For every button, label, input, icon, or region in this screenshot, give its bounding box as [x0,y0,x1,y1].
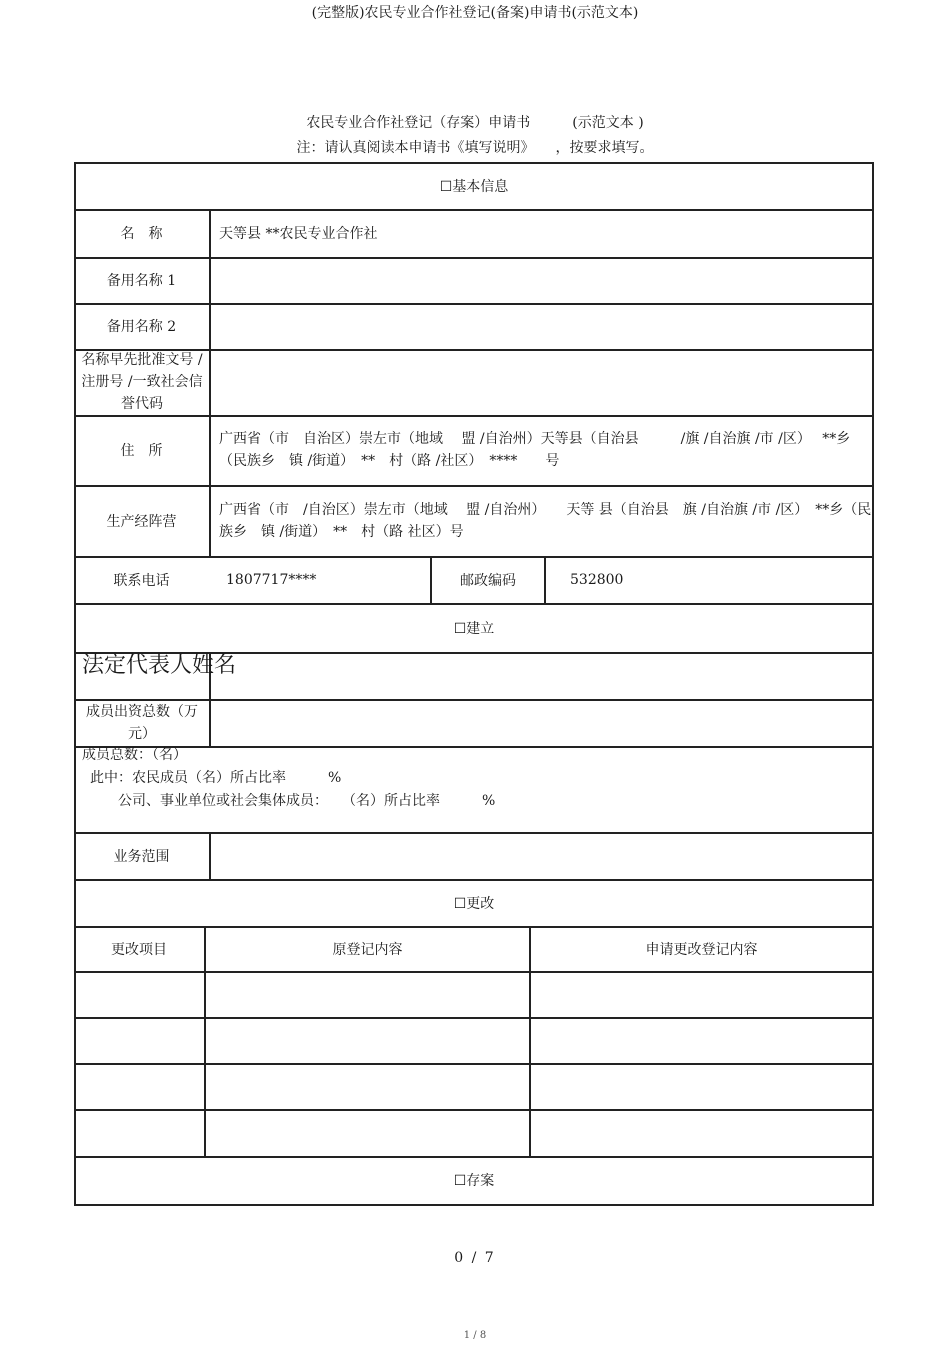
rule [74,1204,874,1206]
capital-label: 成员出资总数（万元） [86,703,198,742]
alt-name-1-label: 备用名称 1 [106,273,177,289]
postal-code-value: 532800 [570,571,624,588]
new-content-header: 申请更改登记内容 [645,941,758,958]
name-value: 天等县 **农民专业合作社 [219,226,378,242]
approval-number-field[interactable] [211,349,871,415]
section-change: ☐更改 [453,895,495,912]
document-header: (完整版)农民专业合作社登记(备案)申请书(示范文本) [311,5,639,21]
rule [74,746,874,748]
capital-field[interactable] [211,699,871,746]
form-title: 农民专业合作社登记（存案）申请书 (示范文本 ) [306,115,644,131]
production-address-value: 广西省（市 /自治区）崇左市（地域 盟 /自治州） 天等 县（自治县 旗 /自治旗 /市 /区） **乡（民族乡 镇 /街道） ** 村（路 社区）号 [219,501,872,540]
change-row-new[interactable] [531,1111,872,1156]
name-label: 名 称 [120,226,163,242]
change-row-item[interactable] [76,1065,204,1109]
change-row-item[interactable] [76,1019,204,1063]
page-counter: 0 / 7 [454,1250,496,1266]
rule [544,556,546,605]
change-row-new[interactable] [531,1019,872,1063]
change-row-original[interactable] [206,1019,529,1063]
change-row-original[interactable] [206,1111,529,1156]
page-counter-bottom: 1 / 8 [463,1330,487,1341]
phone-label: 联系电话 [113,572,170,589]
address-value: 广西省（市 自治区）崇左市（地域 盟 /自治州）天等县（自治县 /旗 /自治旗 /市 /区） **乡（民族乡 镇 /街道） ** 村（路 /社区） **** 号 [219,431,851,469]
change-row-item[interactable] [76,1111,204,1156]
original-content-header: 原登记内容 [332,941,403,958]
approval-number-label: 名称早先批准文号 /注册号 /一致社会信誉代码 [81,352,203,412]
change-row-new[interactable] [531,973,872,1017]
postal-code-label: 邮政编码 [460,572,516,589]
business-scope-label: 业务范围 [113,848,170,865]
alt-name-2-label: 备用名称 2 [106,319,177,335]
address-label: 住 所 [120,443,163,459]
legal-rep-label: 法定代表人姓名 [82,652,237,678]
form-note: 注：请认真阅读本申请书《填写说明》 ，按要求填写。 [296,140,654,156]
change-row-item[interactable] [76,973,204,1017]
production-address-label: 生产经阵营 [106,513,177,530]
business-scope-field[interactable] [211,832,871,879]
legal-rep-field[interactable] [211,652,871,699]
change-item-header: 更改项目 [111,941,167,958]
change-row-original[interactable] [206,973,529,1017]
section-establish: ☐建立 [453,620,495,637]
phone-value: 1807717**** [226,571,317,588]
change-row-original[interactable] [206,1065,529,1109]
members-total: 成员总数：（名） [82,747,187,763]
application-form-table [74,162,874,1206]
change-row-new[interactable] [531,1065,872,1109]
section-basic-info: ☐基本信息 [439,178,509,195]
members-corporate-ratio: 公司、事业单位或社会集体成员： （名）所占比率 % [118,793,496,809]
members-farmers-ratio: 此中：农民成员（名）所占比率 % [90,770,342,786]
rule [872,162,874,1206]
section-filing: ☐存案 [453,1173,495,1189]
alt-name-1-field[interactable] [211,257,871,303]
alt-name-2-field[interactable] [211,303,871,349]
